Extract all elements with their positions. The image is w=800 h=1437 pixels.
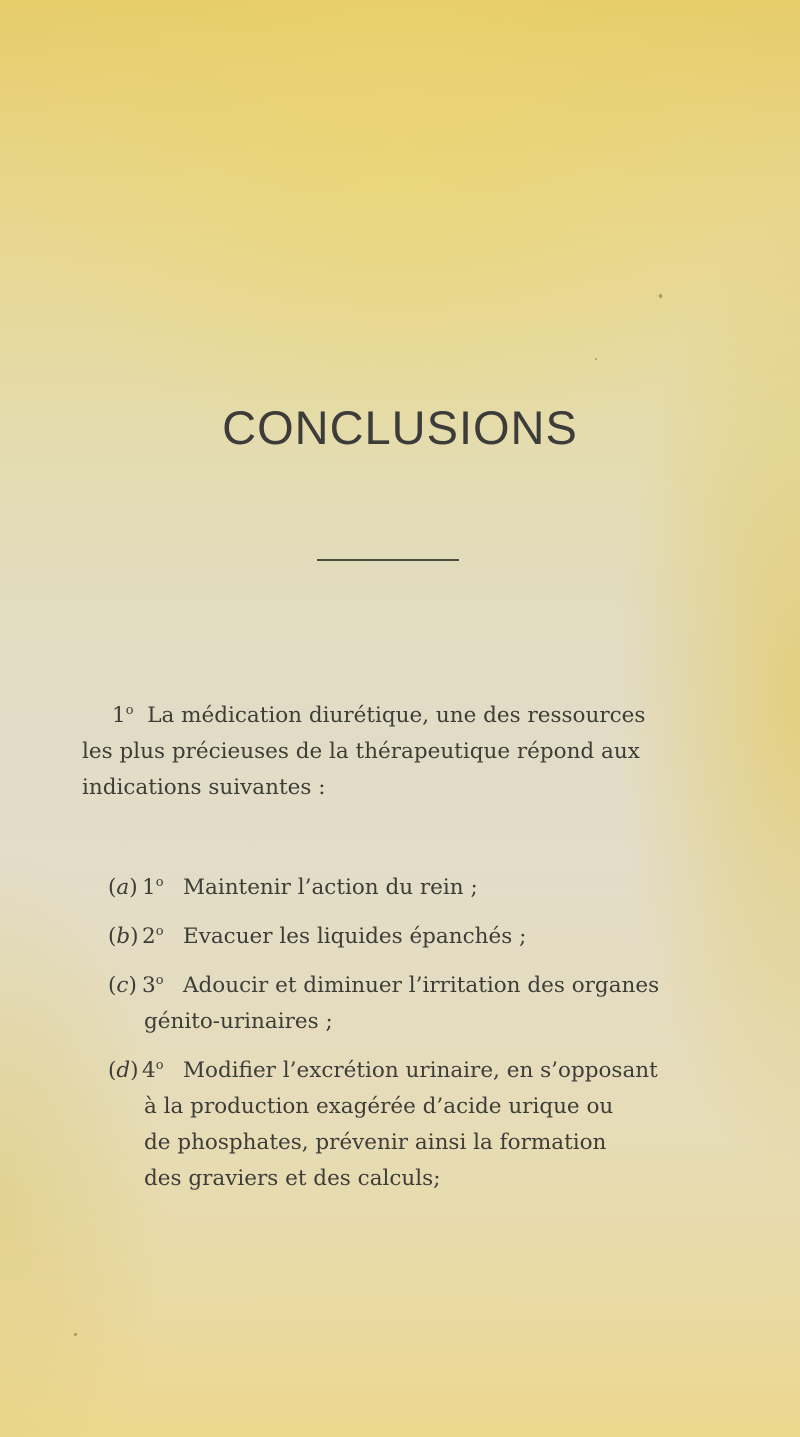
item-text: Evacuer les liquides épanchés ; bbox=[183, 924, 527, 949]
item-number: 2$^o$ bbox=[142, 924, 164, 949]
page-title: CONCLUSIONS bbox=[222, 401, 578, 454]
paper-speck bbox=[74, 1333, 77, 1336]
list-item bbox=[108, 1053, 676, 1197]
item-number-value: 2 bbox=[142, 924, 156, 949]
item-number-value: 3 bbox=[142, 973, 156, 998]
item-text-line: des graviers et des calculs; bbox=[144, 1166, 441, 1191]
intro-number: 1 bbox=[112, 703, 126, 728]
item-letter-marker: (b) bbox=[108, 924, 139, 949]
intro-number-suffix: o bbox=[125, 703, 134, 718]
indications-list bbox=[108, 870, 676, 1210]
item-text: Maintenir l’action du rein ; bbox=[183, 875, 478, 900]
item-letter: b bbox=[116, 924, 131, 949]
intro-line-1 bbox=[82, 698, 672, 734]
list-item bbox=[108, 968, 676, 1040]
item-text-line: Modifier l’excrétion urinaire, en s’opposant bbox=[183, 1058, 658, 1083]
title-divider bbox=[317, 559, 459, 561]
intro-line-3: indications suivantes : bbox=[82, 775, 326, 800]
item-letter-marker: (d) bbox=[108, 1058, 139, 1083]
item-letter: a bbox=[116, 875, 130, 900]
item-number-value: 1 bbox=[142, 875, 156, 900]
item-number: 1$^o$ bbox=[142, 875, 164, 900]
item-text-line: Adoucir et diminuer l’irritation des organes bbox=[183, 973, 660, 998]
paper-speck bbox=[659, 294, 662, 298]
item-letter: c bbox=[116, 973, 129, 998]
paper-speck bbox=[595, 358, 597, 360]
item-text-line: de phosphates, prévenir ainsi la formation bbox=[144, 1130, 607, 1155]
item-letter: d bbox=[116, 1058, 131, 1083]
intro-paragraph bbox=[82, 698, 672, 806]
item-text-line: à la production exagérée d’acide urique ou bbox=[144, 1094, 614, 1119]
list-item bbox=[108, 919, 676, 955]
intro-line-2: les plus précieuses de la thérapeutique répond aux bbox=[82, 739, 640, 764]
item-letter-marker: (a) bbox=[108, 875, 138, 900]
list-item bbox=[108, 870, 676, 906]
item-text-line: génito-urinaires ; bbox=[144, 1009, 333, 1034]
intro-line-1-text: La médication diurétique, une des ressources bbox=[147, 703, 646, 728]
item-number-value: 4 bbox=[142, 1058, 156, 1083]
item-number: 4$^o$ bbox=[142, 1058, 164, 1083]
item-letter-marker: (c) bbox=[108, 973, 137, 998]
item-number: 3$^o$ bbox=[142, 973, 164, 998]
